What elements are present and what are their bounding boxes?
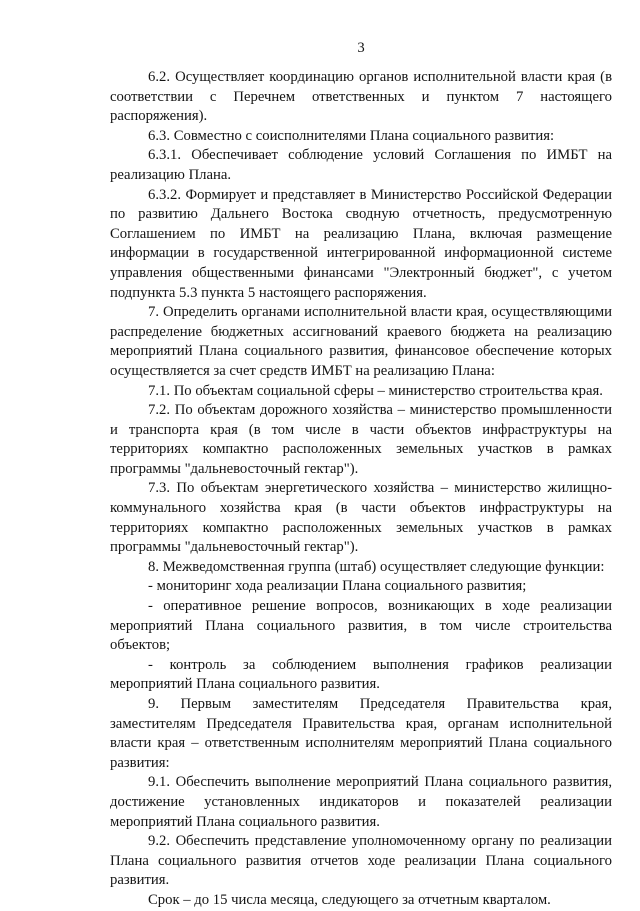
paragraph-8: 8. Межведомственная группа (штаб) осуществляет следующие функции: (148, 558, 605, 575)
list-item-schedule-control: - контроль за соблюдением выполнения графиков реализации мероприятий Плана социального развития. (110, 656, 612, 693)
deadline-paragraph: Срок – до 15 числа месяца, следующего за отчетным кварталом. (148, 891, 551, 908)
paragraph-6-3-1: 6.3.1. Обеспечивает соблюдение условий Соглашения по ИМБТ на реализацию Плана. (110, 147, 612, 183)
paragraph-7: 7. Определить органами исполнительной власти края, осуществляющими распределение бюджетных ассигнований краевого бюджета на реализацию мероприятий Плана социального развития, финансовое обеспечение которых осуществляется за счет средств ИМБТ на реализацию Плана: (110, 304, 612, 379)
paragraph-9-1: 9.1. Обеспечить выполнение мероприятий Плана социального развития, достижение установленных индикаторов и показателей реализации мероприятий Плана социального развития. (110, 774, 612, 830)
paragraph-7-2: 7.2. По объектам дорожного хозяйства – министерство промышленности и транспорта края (в том числе в части объектов инфраструктуры на территориях компактно расположенных земельных участков в рамках программы "дальневосточный гектар"). (110, 402, 612, 477)
paragraph-9: 9. Первым заместителям Председателя Правительства края, заместителям Председателя Правительства края, органам исполнительной власти края – ответственным исполнителям мероприятий Плана социального развития: (110, 696, 612, 771)
paragraph-7-3: 7.3. По объектам энергетического хозяйства – министерство жилищно-коммунального хозяйства края (в части объектов инфраструктуры на территориях компактно расположенных земельных участков в рамках программы "дальневосточный гектар"). (110, 480, 612, 556)
page-number: 3 (357, 40, 365, 56)
list-item-operative-decisions: - оперативное решение вопросов, возникающих в ходе реализации мероприятий Плана социального развития, в том числе строительства объектов; (110, 598, 612, 654)
paragraph-6-3-2: 6.3.2. Формирует и представляет в Министерство Российской Федерации по развитию Дальнего Востока сводную отчетность, предусмотренную Соглашением по ИМБТ на реализацию Плана, включая размещение информации в государственной интегрированной информационной системе управления общественными финансами "Электронный бюджет", с учетом подпункта 5.3 пункта 5 настоящего распоряжения. (110, 186, 612, 301)
paragraph-9-2: 9.2. Обеспечить представление уполномоченному органу по реализации Плана социального развития отчетов ходе реализации Плана социального развития. (110, 833, 612, 889)
paragraph-6-2: 6.2. Осуществляет координацию органов исполнительной власти края (в соответствии с Перечнем ответственных и пунктом 7 настоящего распоряжения). (110, 69, 612, 125)
list-item-monitoring: - мониторинг хода реализации Плана социального развития; (148, 578, 527, 595)
paragraph-7-1: 7.1. По объектам социальной сферы – министерство строительства края. (148, 382, 603, 399)
paragraph-6-3: 6.3. Совместно с соисполнителями Плана социального развития: (148, 127, 555, 144)
